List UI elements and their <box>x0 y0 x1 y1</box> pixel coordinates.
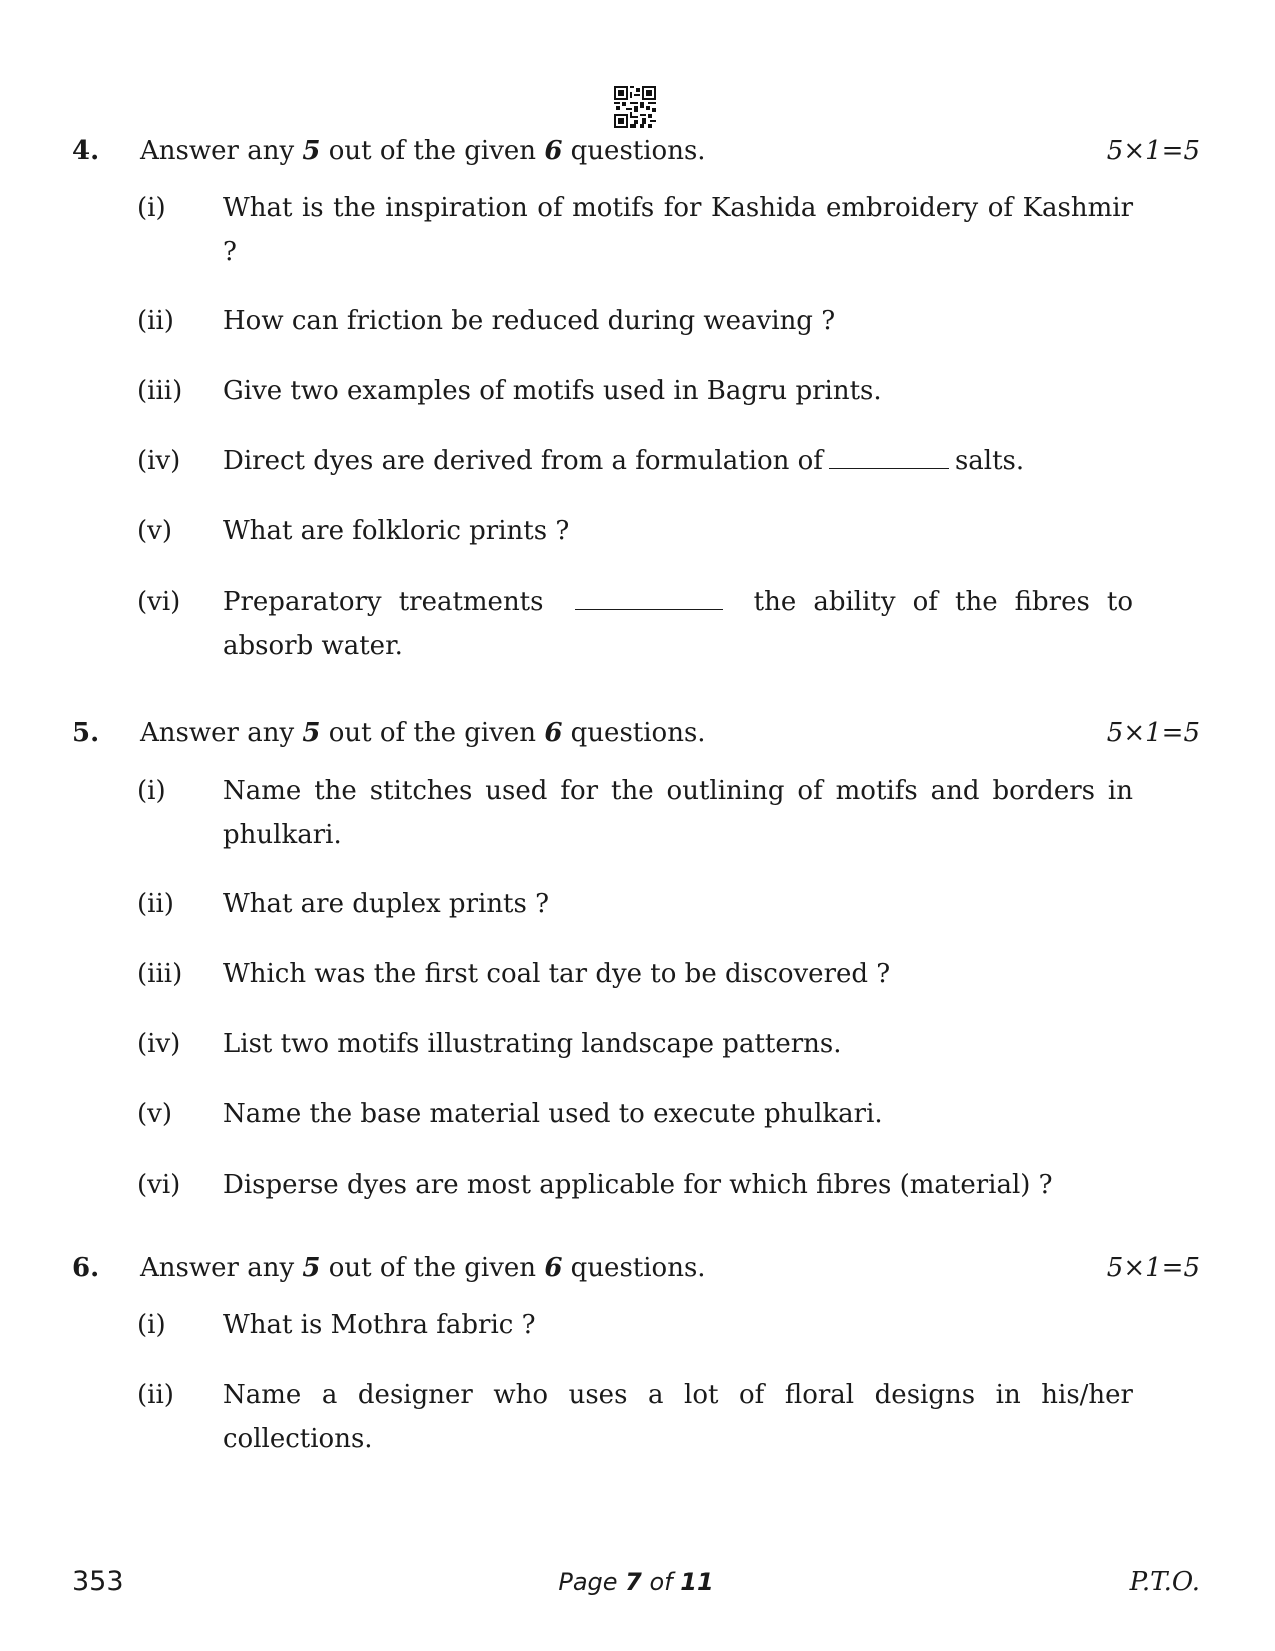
sub-question-text: Disperse dyes are most applicable for which fibres (material) ? <box>223 1170 1053 1200</box>
sub-question-text: How can friction be reduced during weaving ? <box>223 306 836 336</box>
sub-question-number: (v) <box>137 516 172 546</box>
sub-question-text: What are folkloric prints ? <box>223 516 570 546</box>
sub-question-number: (vi) <box>137 587 181 617</box>
question-header <box>72 131 1200 171</box>
sub-question <box>137 952 1133 996</box>
sub-question-text: Name a designer who uses a lot of floral designs in his/her collections. <box>223 1380 1133 1454</box>
sub-question-number: (i) <box>137 193 166 223</box>
sub-question-number: (vi) <box>137 1170 181 1200</box>
sub-question-text: List two motifs illustrating landscape patterns. <box>223 1029 842 1059</box>
question-marks: 5×1=5 <box>1106 136 1200 166</box>
sub-question-text: Give two examples of motifs used in Bagru prints. <box>223 376 882 406</box>
page-footer <box>72 1560 1200 1604</box>
question-marks: 5×1=5 <box>1106 1253 1200 1283</box>
sub-question-text: Direct dyes are derived from a formulation of salts. <box>223 439 1133 483</box>
sub-question <box>137 882 1133 926</box>
sub-question-text: Name the base material used to execute phulkari. <box>223 1099 883 1129</box>
sub-question <box>137 509 1133 553</box>
sub-question <box>137 580 1133 668</box>
sub-question-number: (ii) <box>137 306 174 336</box>
sub-question <box>137 186 1133 274</box>
sub-question-number: (i) <box>137 776 166 806</box>
sub-question <box>137 439 1133 483</box>
question-number: 6. <box>72 1253 100 1283</box>
sub-question <box>137 1022 1133 1066</box>
sub-question-number: (iii) <box>137 376 183 406</box>
question-header <box>72 1248 1200 1288</box>
sub-question-text: What is Mothra fabric ? <box>223 1310 536 1340</box>
sub-question <box>137 369 1133 413</box>
sub-question-number: (iv) <box>137 446 181 476</box>
pto-label: P.T.O. <box>1129 1567 1200 1597</box>
sub-question-number: (iv) <box>137 1029 181 1059</box>
sub-question <box>137 1303 1133 1347</box>
sub-question-text: Which was the first coal tar dye to be discovered ? <box>223 959 891 989</box>
question-marks: 5×1=5 <box>1106 718 1200 748</box>
sub-question-number: (ii) <box>137 889 174 919</box>
answer-blank <box>829 442 949 469</box>
sub-question-text: Preparatory treatments the ability of the fibres to absorb water. <box>223 580 1133 668</box>
sub-question <box>137 1163 1133 1207</box>
sub-question-text: What is the inspiration of motifs for Kashida embroidery of Kashmir ? <box>223 193 1133 267</box>
question-instruction: Answer any 5 out of the given 6 questions. <box>140 718 706 748</box>
sub-question-number: (i) <box>137 1310 166 1340</box>
question-header <box>72 713 1200 753</box>
sub-question <box>137 299 1133 343</box>
sub-question <box>137 1092 1133 1136</box>
question-number: 5. <box>72 718 100 748</box>
sub-question-number: (v) <box>137 1099 172 1129</box>
question-instruction: Answer any 5 out of the given 6 questions. <box>140 136 706 166</box>
sub-question-number: (iii) <box>137 959 183 989</box>
sub-question <box>137 769 1133 857</box>
sub-question-number: (ii) <box>137 1380 174 1410</box>
paper-code: 353 <box>72 1566 124 1597</box>
sub-question <box>137 1373 1133 1461</box>
answer-blank <box>575 583 723 610</box>
page-number: Page 7 of 11 <box>558 1568 714 1596</box>
sub-question-text: What are duplex prints ? <box>223 889 550 919</box>
question-instruction: Answer any 5 out of the given 6 questions. <box>140 1253 706 1283</box>
qr-code <box>614 86 656 128</box>
question-number: 4. <box>72 136 100 166</box>
sub-question-text: Name the stitches used for the outlining of motifs and borders in phulkari. <box>223 776 1133 850</box>
